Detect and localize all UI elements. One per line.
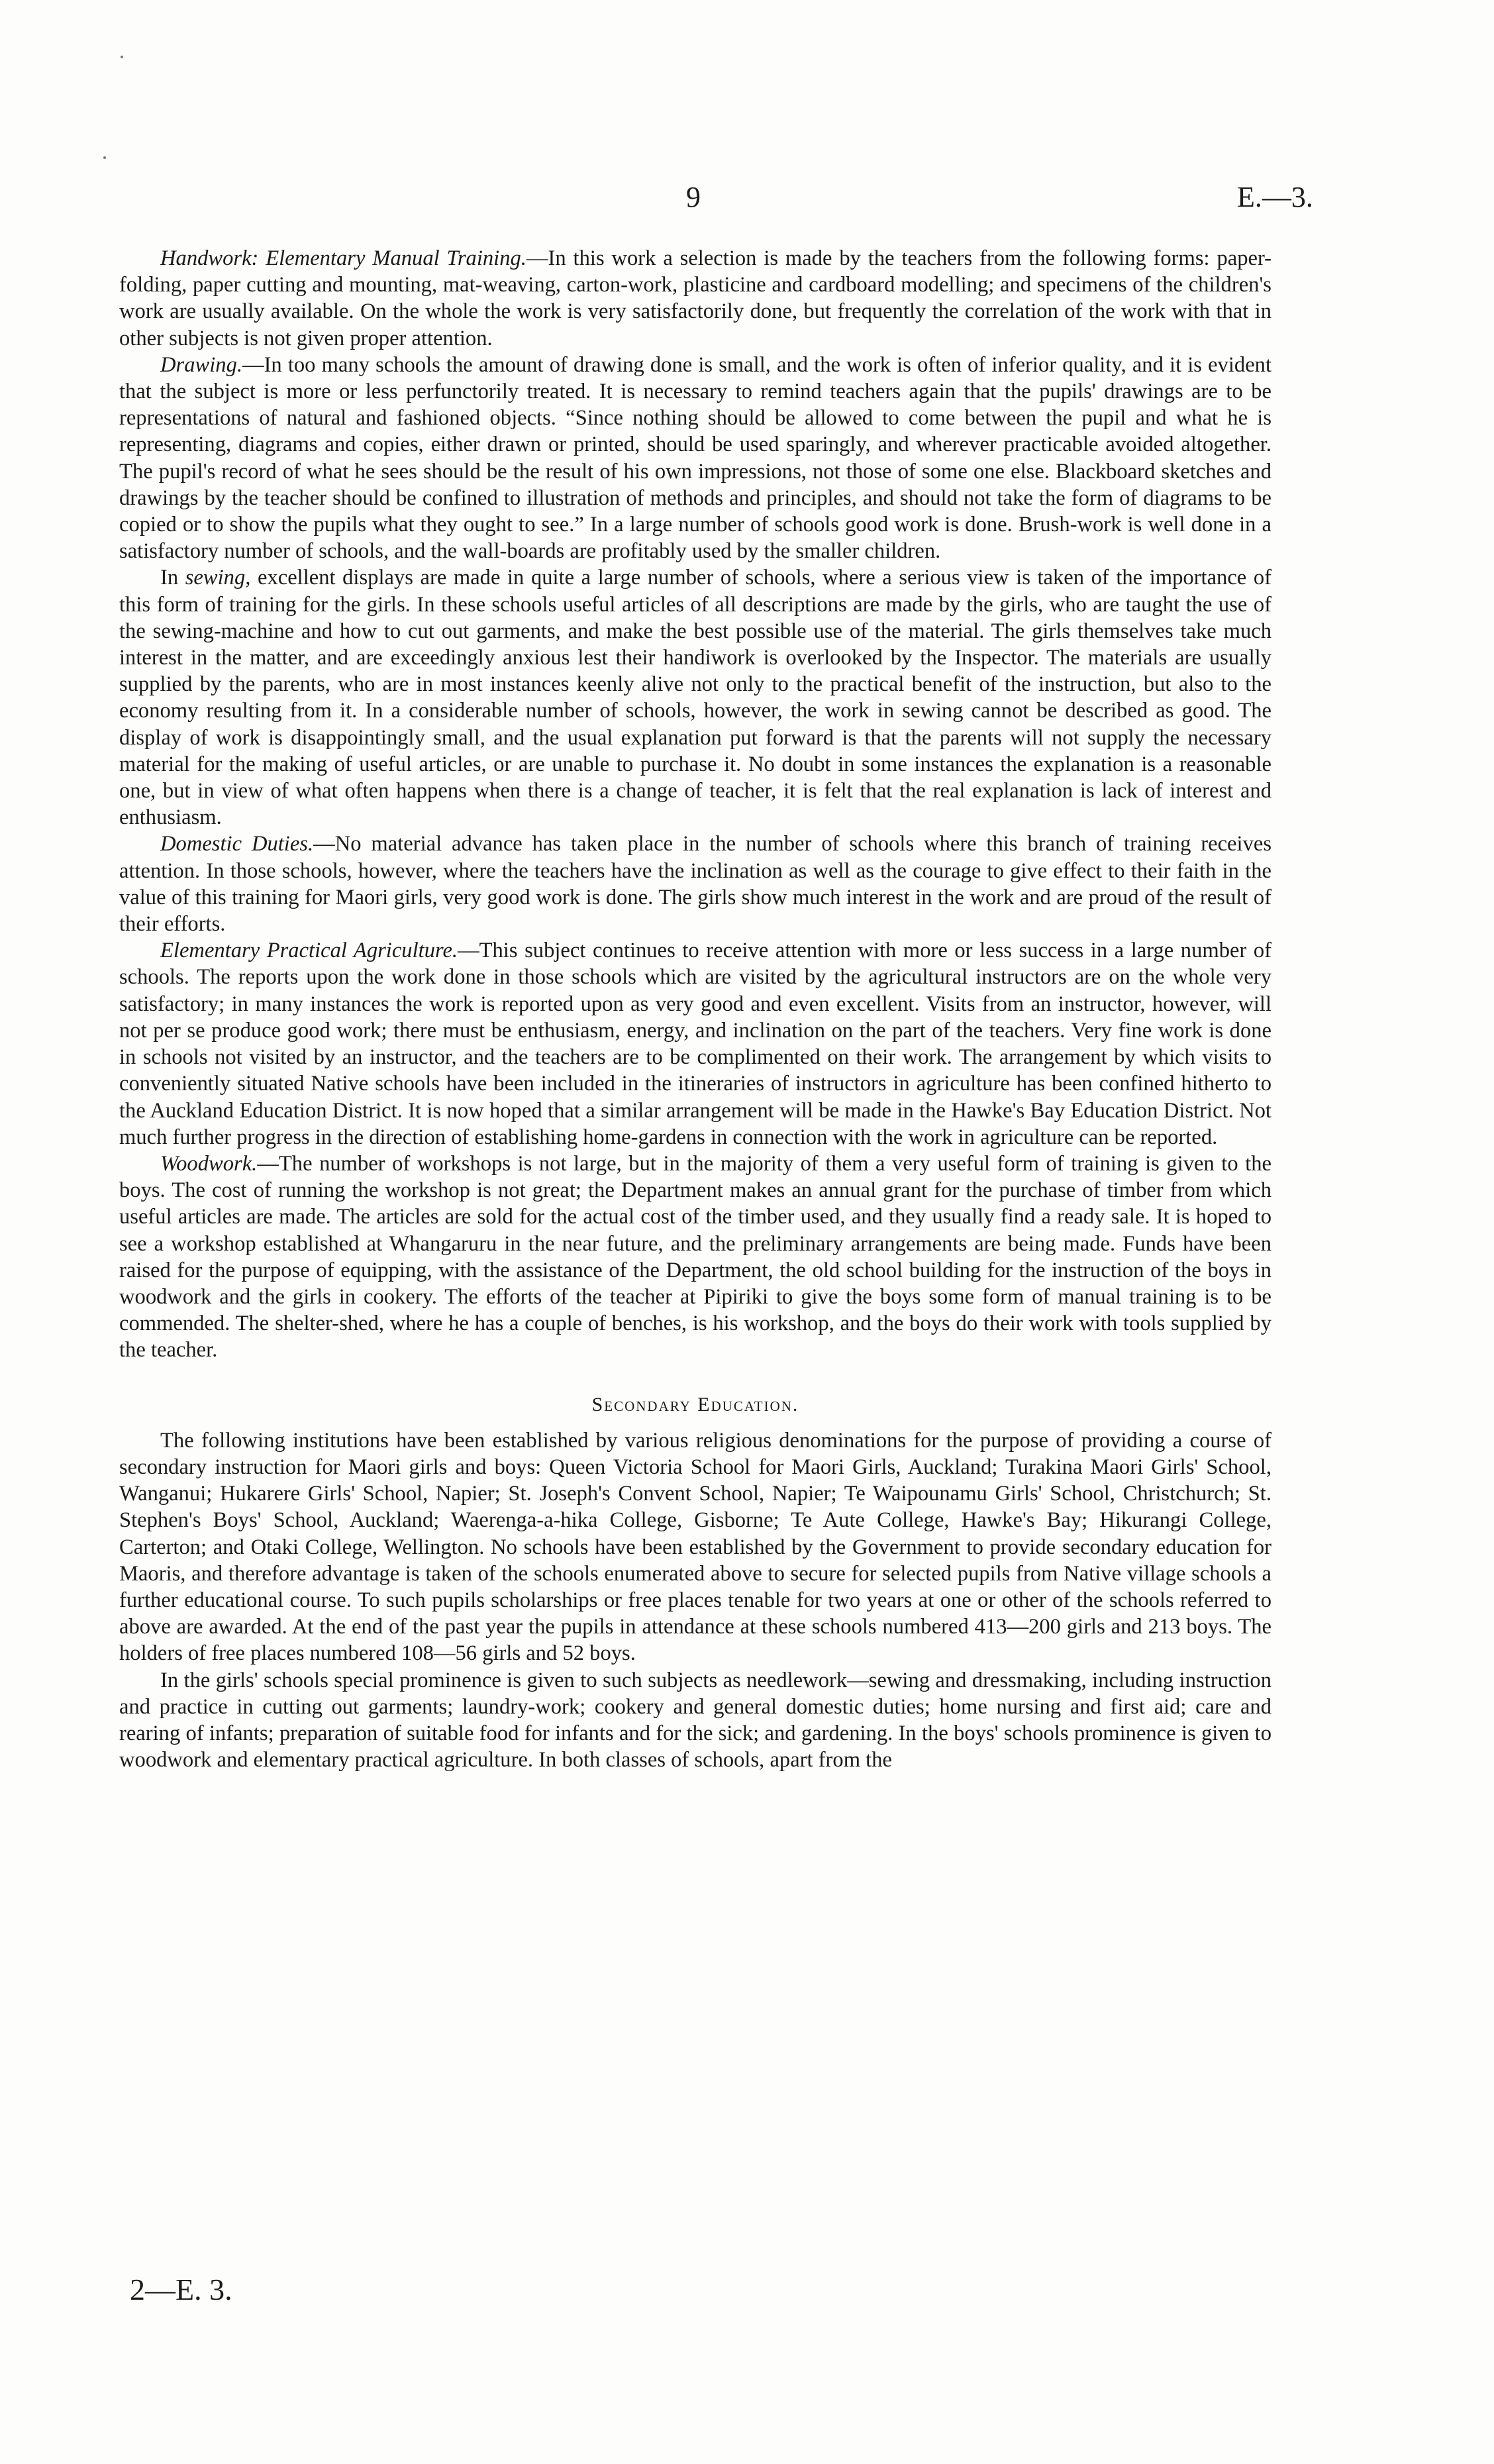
paper-speck: [121, 56, 123, 58]
paragraph-woodwork: [119, 1151, 1271, 1364]
paragraph-agriculture: [119, 937, 1271, 1151]
paragraph-text: —In this work a selection is made by the teachers from the following forms: paper-folding, paper cutting and mounting, mat-weaving, carton-work, plasticine and cardboard modelling; and specimens of the children's work are usually available. On the whole the work is very satisfactorily done, but frequently the correlation of the work with that in other subjects is not given proper attention.: [119, 246, 1271, 350]
paragraph-text: —In too many schools the amount of drawing done is small, and the work is often of inferior quality, and it is evident that the subject is more or less perfunctorily treated. It is necessary to remind teachers again that the pupils' drawings are to be representations of natural and fashioned objects. “Since nothing should be allowed to come between the pupil and what he is representing, diagrams and copies, either drawn or printed, should be used sparingly, and wherever practicable avoided altogether. The pupil's record of what he sees should be the result of his own impressions, not those of some one else. Blackboard sketches and drawings by the teacher should be confined to illustration of methods and principles, and should not take the form of diagrams to be copied or to show the pupils what they ought to see.” In a large number of schools good work is done. Brush-work is well done in a satisfactory number of schools, and the wall-boards are profitably used by the smaller children.: [119, 352, 1271, 564]
paragraph-pre: In: [160, 566, 185, 590]
paragraph-lead: sewing,: [185, 566, 251, 590]
paragraph-lead: Elementary Practical Agriculture.: [160, 939, 458, 963]
paragraph-handwork: [119, 245, 1271, 352]
paragraph-text: —No material advance has taken place in the number of schools where this branch of training receives attention. In those schools, however, where the teachers have the inclination as well as the courage to give effect to their faith in the value of this training for Maori girls, very good work is done. The girls show much interest in the work and are proud of the result of their efforts.: [119, 832, 1271, 937]
signature-mark: 2—E. 3.: [130, 2273, 232, 2306]
paragraph-lead: Domestic Duties.: [160, 832, 314, 856]
paragraph-text: excellent displays are made in quite a large number of schools, where a serious view is taken of the importance of this form of training for the girls. In these schools useful articles of all descriptions are made by the girls, who are taught the use of the sewing-machine and how to cut out garments, and make the best possible use of the material. The girls themselves take much interest in the matter, and are exceedingly anxious lest their handiwork is overlooked by the Inspector. The materials are usually supplied by the parents, who are in most instances keenly alive not only to the practical benefit of the instruction, but also to the economy resulting from it. In a considerable number of schools, however, the work in sewing cannot be described as good. The display of work is disappointingly small, and the usual explanation put forward is that the parents will not supply the necessary material for the making of useful articles, or are unable to purchase it. No doubt in some instances the explanation is a reasonable one, but in view of what often happens when there is a change of teacher, it is felt that the real explanation is lack of interest and enthusiasm.: [119, 566, 1271, 830]
paragraph-secondary-institutions: The following institutions have been established by various religious denominations for the purpose of providing a course of secondary instruction for Maori girls and boys: Queen Victoria School for Maori Girls, Auckland; Turakina Maori Girls' School, Wanganui; Hukarere Girls' School, Napier; St. Joseph's Convent School, Napier; Te Waipounamu Girls' School, Christchurch; St. Stephen's Boys' School, Auckland; Waerenga-a-hika College, Gisborne; Te Aute College, Hawke's Bay; Hikurangi College, Carterton; and Otaki College, Wellington. No schools have been established by the Government to provide secondary education for Maoris, and therefore advantage is taken of the schools enumerated above to secure for selected pupils from Native village schools a further educational course. To such pupils scholarships or free places tenable for two years at one or other of the schools referred to above are awarded. At the end of the past year the pupils in attendance at these schools numbered 413—200 girls and 213 boys. The holders of free places numbered 108—56 girls and 52 boys.: [119, 1428, 1271, 1666]
paragraph-sewing: [119, 564, 1271, 831]
paragraph-text: —This subject continues to receive attention with more or less success in a large number of schools. The reports upon the work done in those schools which are visited by the agricultural instructors are on the whole very satisfactory; in many instances the work is reported upon as very good and even excellent. Visits from an instructor, however, will not per se produce good work; there must be enthusiasm, energy, and inclination on the part of the teachers. Very fine work is done in schools not visited by an instructor, and the teachers are to be complimented on their work. The arrangement by which visits to conveniently situated Native schools have been included in the itineraries of instructors in agriculture has been confined hitherto to the Auckland Education District. It is now hoped that a similar arrangement will be made in the Hawke's Bay Education District. Not much further progress in the direction of establishing home-gardens in connection with the work in agriculture can be reported.: [119, 939, 1271, 1149]
paragraph-drawing: [119, 352, 1271, 565]
paragraph-lead: Woodwork.: [160, 1151, 258, 1176]
paragraph-lead: Drawing.: [160, 352, 242, 377]
paragraph-secondary-subjects: In the girls' schools special prominence is given to such subjects as needlework—sewing and dressmaking, including instruction and practice in cutting out garments; laundry-work; cookery and general domestic duties; home nursing and first aid; care and rearing of infants; preparation of suitable food for infants and for the sick; and gardening. In the boys' schools prominence is given to woodwork and elementary practical agriculture. In both classes of schools, apart from the: [119, 1668, 1271, 1772]
page-number: 9: [686, 181, 701, 213]
body-text: [119, 245, 1271, 1773]
document-reference: E.—3.: [1237, 181, 1313, 213]
section-heading: Secondary Education.: [591, 1393, 799, 1415]
paragraph-lead: Handwork: Elementary Manual Training.: [160, 246, 526, 270]
paragraph-domestic-duties: [119, 831, 1271, 937]
paper-speck: [103, 156, 106, 159]
paragraph-text: —The number of workshops is not large, but in the majority of them a very useful form of training is given to the boys. The cost of running the workshop is not great; the Department makes an annual grant for the purchase of timber from which useful articles are made. The articles are sold for the actual cost of the timber used, and they usually find a ready sale. It is hoped to see a workshop established at Whangaruru in the near future, and the preliminary arrangements are being made. Funds have been raised for the purpose of equipping, with the assistance of the Department, the old school building for the instruction of the boys in woodwork and the girls in cookery. The efforts of the teacher at Pipiriki to give the boys some form of manual training is to be commended. The shelter-shed, where he has a couple of benches, is his workshop, and the boys do their work with tools supplied by the teacher.: [119, 1151, 1271, 1362]
